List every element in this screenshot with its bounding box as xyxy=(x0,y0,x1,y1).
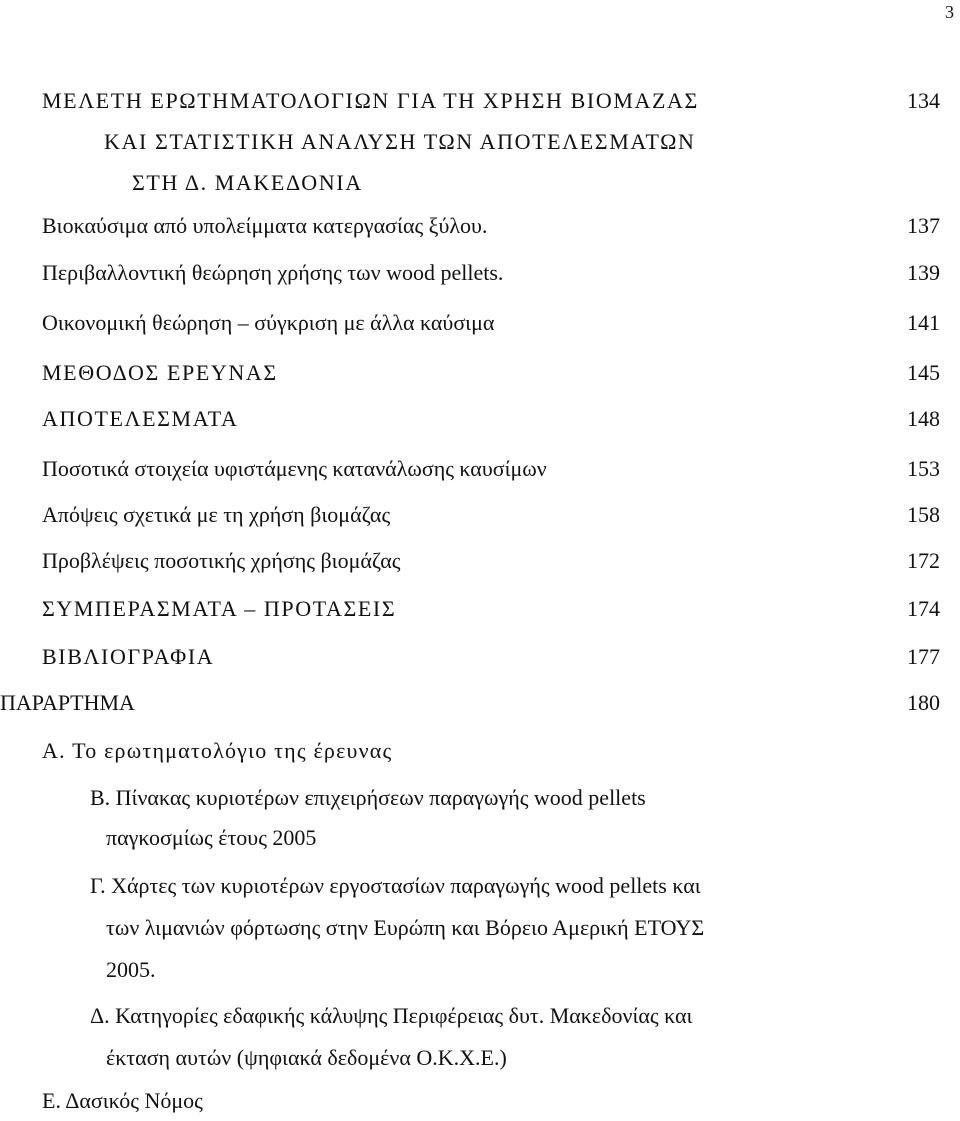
toc-entry-line: των λιμανιών φόρτωσης στην Ευρώπη και Βόρειο Αμερική ΕΤΟΥΣ xyxy=(106,915,705,940)
toc-entry-title xyxy=(42,398,239,439)
toc-entry-line: Οικονομική θεώρηση – σύγκριση με άλλα καύσιμα xyxy=(42,310,495,335)
toc-entry-line: Ποσοτικά στοιχεία υφιστάμενης κατανάλωσης καυσίμων xyxy=(42,456,547,481)
toc-entry-line: Α. Το ερωτηματολόγιο της έρευνας xyxy=(42,738,393,763)
toc-entry-title xyxy=(42,302,494,343)
toc-entry-title xyxy=(42,352,278,393)
toc-entry-line: ΑΠΟΤΕΛΕΣΜΑΤΑ xyxy=(42,406,239,431)
toc-page-number: 141 xyxy=(907,310,940,335)
toc-page-number: 174 xyxy=(907,596,940,621)
toc-entry-title xyxy=(90,995,692,1079)
toc-entry-line: ΣΥΜΠΕΡΑΣΜΑΤΑ – ΠΡΟΤΑΣΕΙΣ xyxy=(42,596,397,621)
toc-entry-line: ΒΙΒΛΙΟΓΡΑΦΙΑ xyxy=(42,644,215,669)
toc-entry-line: Ε. Δασικός Νόμος xyxy=(42,1088,203,1113)
toc-entry-line: Β. Πίνακας κυριοτέρων επιχειρήσεων παραγωγής wood pellets xyxy=(90,785,646,810)
toc-entry-title xyxy=(0,682,135,723)
toc-entry-line: ΣΤΗ Δ. ΜΑΚΕΔΟΝΙΑ xyxy=(132,170,363,195)
toc-page-number: 139 xyxy=(907,260,940,285)
toc-entry-line: ΚΑΙ ΣΤΑΤΙΣΤΙΚΗ ΑΝΑΛΥΣΗ ΤΩΝ ΑΠΟΤΕΛΕΣΜΑΤΩΝ xyxy=(104,129,696,154)
toc-page-number: 180 xyxy=(907,690,940,715)
toc-page-number: 145 xyxy=(907,360,940,385)
toc-entry-line: Γ. Χάρτες των κυριοτέρων εργοστασίων παραγωγής wood pellets και xyxy=(90,873,701,898)
toc-entry-title xyxy=(42,494,390,535)
toc-page-number: 177 xyxy=(907,644,940,669)
toc-entry-line: ΜΕΘΟΔΟΣ ΕΡΕΥΝΑΣ xyxy=(42,360,278,385)
toc-entry-title xyxy=(42,252,503,293)
toc-page-number: 158 xyxy=(907,502,940,527)
toc-entry-line: παγκοσμίως έτους 2005 xyxy=(106,825,317,850)
toc-entry-title xyxy=(42,588,396,629)
toc-page-number: 172 xyxy=(907,548,940,573)
toc-entry-line: έκταση αυτών (ψηφιακά δεδομένα Ο.Κ.Χ.Ε.) xyxy=(106,1045,507,1070)
toc-entry-line: Προβλέψεις ποσοτικής χρήσης βιομάζας xyxy=(42,548,401,573)
toc-entry-line: Βιοκαύσιμα από υπολείμματα κατεργασίας ξύλου. xyxy=(42,213,488,238)
toc-page-number: 148 xyxy=(907,406,940,431)
toc-entry-title xyxy=(42,80,699,203)
toc-entry-line: 2005. xyxy=(106,957,156,982)
toc-entry-title xyxy=(42,205,487,246)
toc-entry-line: Περιβαλλοντική θεώρηση χρήσης των wood pellets. xyxy=(42,260,504,285)
toc-entry-line: Δ. Κατηγορίες εδαφικής κάλυψης Περιφέρειας δυτ. Μακεδονίας και xyxy=(90,1003,693,1028)
toc-page-number: 153 xyxy=(907,456,940,481)
toc-entry-title xyxy=(42,448,547,489)
toc-entry-title xyxy=(42,730,392,771)
page-number: 3 xyxy=(945,2,954,22)
toc-entry-title xyxy=(42,1080,203,1121)
toc-entry-title xyxy=(42,540,400,581)
toc-page-number: 137 xyxy=(907,213,940,238)
toc-entry-title xyxy=(90,865,704,991)
toc-entry-title xyxy=(42,636,214,677)
toc-entry-title xyxy=(90,778,646,858)
toc-entry-line: ΜΕΛΕΤΗ ΕΡΩΤΗΜΑΤΟΛΟΓΙΩΝ ΓΙΑ ΤΗ ΧΡΗΣΗ ΒΙΟΜΑΖΑΣ xyxy=(42,88,699,113)
toc-page-number: 134 xyxy=(907,88,940,113)
toc-entry-line: ΠΑΡΑΡΤΗΜΑ xyxy=(0,690,135,715)
toc-entry-line: Απόψεις σχετικά με τη χρήση βιομάζας xyxy=(42,502,391,527)
